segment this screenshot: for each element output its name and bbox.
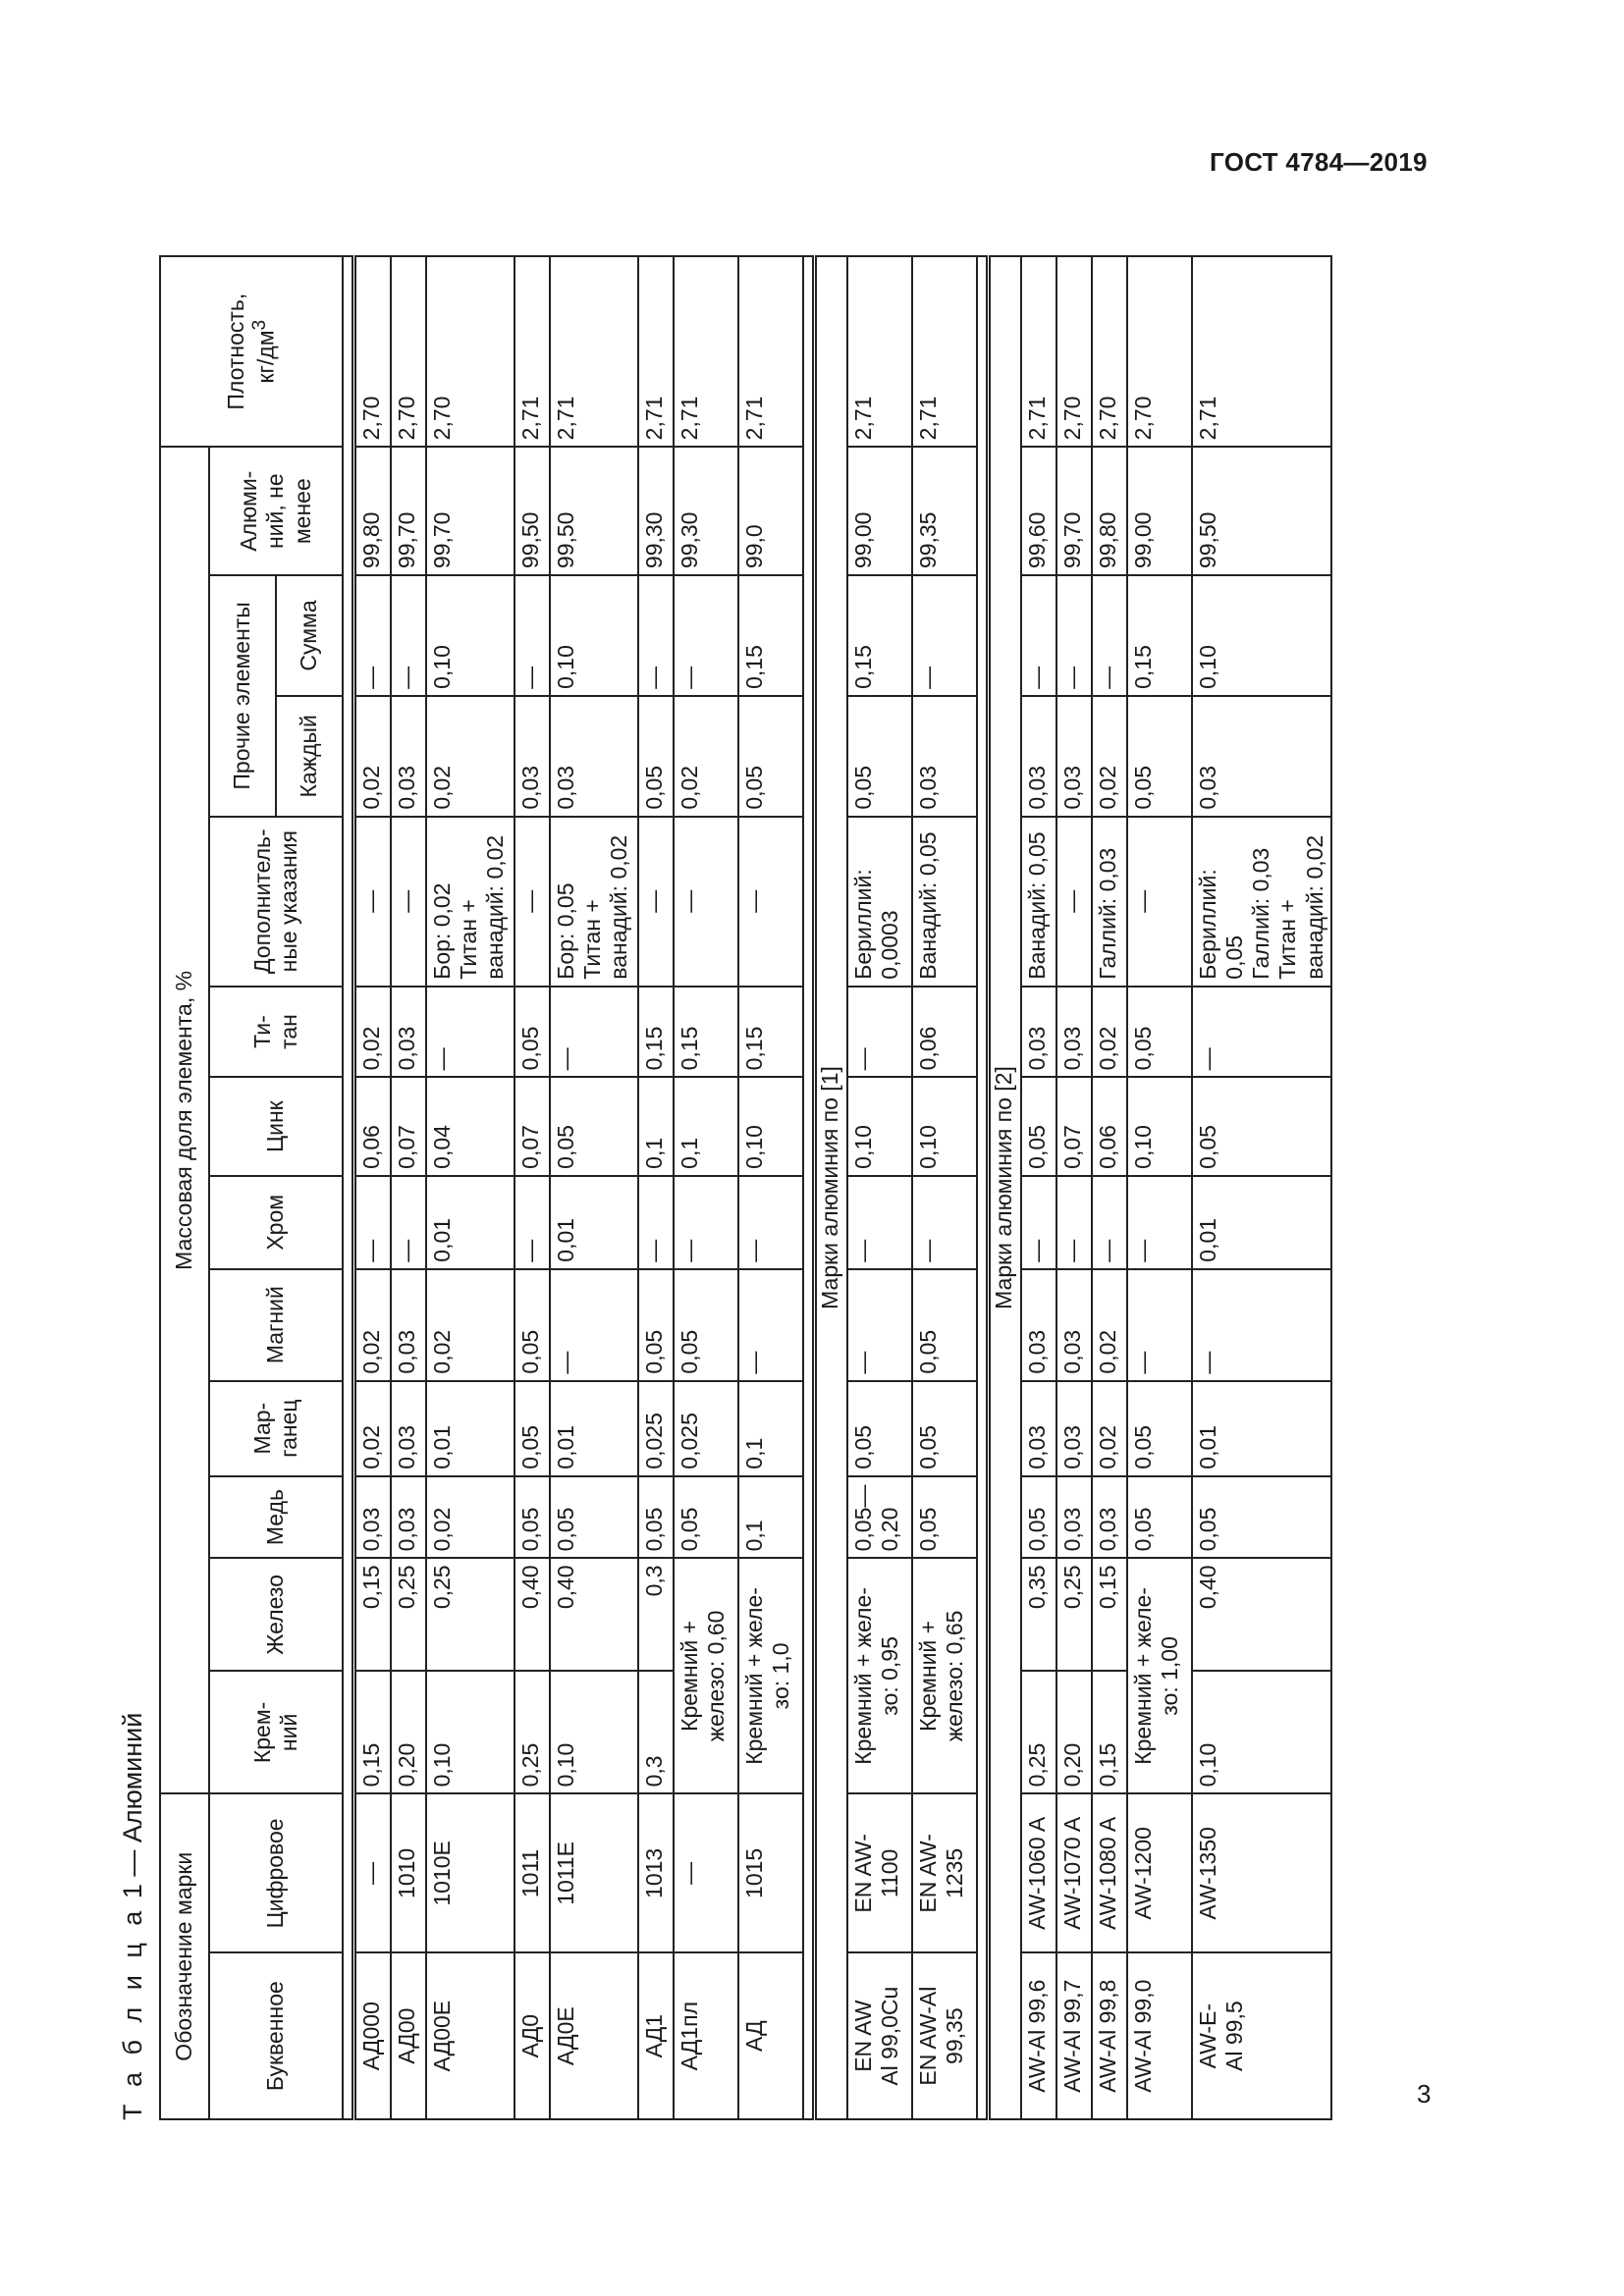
digital-grade-cell: AW-1070 A: [1056, 1793, 1092, 1952]
table-row: [550, 256, 638, 2119]
header-double-rule: [343, 256, 354, 2119]
other-sum-cell: —: [1056, 575, 1092, 696]
letter-grade-cell: АД00: [391, 1952, 426, 2119]
aluminium-cell: 99,0: [738, 447, 803, 575]
section-double-rule: [803, 256, 815, 2119]
silicon-iron-cell: Кремний + желе- зо: 0,95: [847, 1558, 912, 1793]
magnesium-cell: 0,05: [912, 1269, 977, 1381]
density-header-label: Плотность,: [223, 293, 249, 410]
manganese-cell: 0,02: [354, 1381, 392, 1476]
iron-cell: 0,25: [426, 1558, 514, 1671]
iron-cell: 0,25: [1056, 1558, 1092, 1671]
copper-cell: 0,03: [1092, 1476, 1127, 1559]
additional-cell: —: [391, 817, 426, 987]
density-cell: 2,71: [847, 256, 912, 447]
table-row: [1092, 256, 1127, 2119]
chromium-cell: —: [1127, 1176, 1192, 1269]
rotated-table-block: [108, 255, 1375, 2120]
digital-grade-cell: —: [354, 1793, 392, 1952]
silicon-cell: 0,20: [391, 1671, 426, 1793]
manganese-cell: 0,05: [847, 1381, 912, 1476]
table-row: [391, 256, 426, 2119]
zinc-cell: 0,06: [354, 1077, 392, 1175]
other-sum-cell: —: [1092, 575, 1127, 696]
each-header: Каждый: [276, 696, 343, 817]
zinc-cell: 0,06: [1092, 1077, 1127, 1175]
letter-grade-cell: EN AW-Al 99,35: [912, 1952, 977, 2119]
copper-cell: 0,03: [391, 1476, 426, 1559]
magnesium-cell: 0,02: [426, 1269, 514, 1381]
letter-grade-cell: AW-E- Al 99,5: [1192, 1952, 1331, 2119]
letter-grade-cell: АД0Е: [550, 1952, 638, 2119]
silicon-cell: 0,10: [426, 1671, 514, 1793]
titanium-cell: 0,03: [1021, 987, 1056, 1078]
table-row: [674, 256, 738, 2119]
manganese-cell: 0,03: [391, 1381, 426, 1476]
magnesium-cell: 0,05: [514, 1269, 550, 1381]
digital-grade-cell: 1010Е: [426, 1793, 514, 1952]
aluminium-cell: 99,70: [1056, 447, 1092, 575]
zinc-cell: 0,05: [550, 1077, 638, 1175]
copper-cell: 0,05: [912, 1476, 977, 1559]
magnesium-cell: —: [1127, 1269, 1192, 1381]
iron-cell: 0,25: [391, 1558, 426, 1671]
aluminium-cell: 99,70: [391, 447, 426, 575]
zinc-cell: 0,10: [738, 1077, 803, 1175]
letter-grade-cell: AW-Al 99,0: [1127, 1952, 1192, 2119]
other-each-cell: 0,02: [674, 696, 738, 817]
aluminium-cell: 99,35: [912, 447, 977, 575]
titanium-cell: 0,15: [674, 987, 738, 1078]
other-each-cell: 0,03: [912, 696, 977, 817]
iron-cell: 0,3: [638, 1558, 674, 1671]
magnesium-cell: —: [738, 1269, 803, 1381]
copper-cell: 0,05— 0,20: [847, 1476, 912, 1559]
other-each-cell: 0,03: [1056, 696, 1092, 817]
magnesium-cell: 0,05: [674, 1269, 738, 1381]
magnesium-cell: 0,02: [1092, 1269, 1127, 1381]
digital-grade-cell: AW-1200: [1127, 1793, 1192, 1952]
other-each-cell: 0,02: [354, 696, 392, 817]
other-sum-cell: 0,15: [1127, 575, 1192, 696]
titanium-cell: 0,15: [638, 987, 674, 1078]
density-cell: 2,70: [426, 256, 514, 447]
copper-cell: 0,05: [638, 1476, 674, 1559]
silicon-cell: 0,15: [1092, 1671, 1127, 1793]
other-each-cell: 0,03: [391, 696, 426, 817]
titanium-cell: 0,02: [354, 987, 392, 1078]
density-cell: 2,70: [1127, 256, 1192, 447]
magnesium-cell: —: [1192, 1269, 1331, 1381]
digital-grade-cell: 1015: [738, 1793, 803, 1952]
other-sum-cell: 0,15: [847, 575, 912, 696]
magnesium-cell: 0,02: [354, 1269, 392, 1381]
other-each-cell: 0,05: [1127, 696, 1192, 817]
silicon-cell: 0,10: [550, 1671, 638, 1793]
density-cell: 2,71: [514, 256, 550, 447]
silicon-cell: 0,10: [1192, 1671, 1331, 1793]
copper-header: Медь: [209, 1476, 343, 1559]
aluminium-cell: 99,00: [847, 447, 912, 575]
additional-cell: —: [354, 817, 392, 987]
chromium-cell: —: [912, 1176, 977, 1269]
manganese-cell: 0,05: [1127, 1381, 1192, 1476]
manganese-cell: 0,01: [426, 1381, 514, 1476]
table-caption-label: Т а б л и ц а: [118, 1905, 147, 2120]
table-row: [1056, 256, 1092, 2119]
density-cell: 2,70: [354, 256, 392, 447]
digital-grade-cell: AW-1060 A: [1021, 1793, 1056, 1952]
silicon-cell: 0,15: [354, 1671, 392, 1793]
silicon-iron-cell: Кремний + желе- зо: 1,0: [738, 1558, 803, 1793]
zinc-cell: 0,1: [638, 1077, 674, 1175]
titanium-cell: 0,05: [514, 987, 550, 1078]
titanium-cell: 0,15: [738, 987, 803, 1078]
titanium-cell: —: [550, 987, 638, 1078]
titanium-cell: 0,03: [391, 987, 426, 1078]
aluminium-cell: 99,70: [426, 447, 514, 575]
manganese-cell: 0,025: [638, 1381, 674, 1476]
other-each-cell: 0,05: [638, 696, 674, 817]
additional-cell: —: [738, 817, 803, 987]
additional-cell: Бор: 0,05 Титан + ванадий: 0,02: [550, 817, 638, 987]
other-each-cell: 0,02: [426, 696, 514, 817]
other-each-cell: 0,05: [738, 696, 803, 817]
other-sum-cell: —: [1021, 575, 1056, 696]
aluminium-cell: 99,00: [1127, 447, 1192, 575]
digital-grade-cell: 1011: [514, 1793, 550, 1952]
titanium-cell: 0,05: [1127, 987, 1192, 1078]
section-double-rule-cell: [803, 256, 815, 2119]
manganese-cell: 0,025: [674, 1381, 738, 1476]
digital-header: Цифровое: [209, 1793, 343, 1952]
additional-cell: Бериллий: 0,05 Галлий: 0,03 Титан + ванадий: 0,02: [1192, 817, 1331, 987]
table-caption: [108, 1713, 157, 2120]
other-sum-cell: 0,15: [738, 575, 803, 696]
composition-table: [159, 255, 1332, 2120]
other-sum-cell: —: [354, 575, 392, 696]
section-heading: Марки алюминия по [1]: [815, 256, 848, 2119]
density-cell: 2,71: [1021, 256, 1056, 447]
letter-grade-cell: AW-Al 99,8: [1092, 1952, 1127, 2119]
digital-grade-cell: EN AW- 1100: [847, 1793, 912, 1952]
aluminium-cell: 99,30: [674, 447, 738, 575]
magnesium-cell: —: [847, 1269, 912, 1381]
zinc-cell: 0,04: [426, 1077, 514, 1175]
magnesium-cell: 0,03: [1056, 1269, 1092, 1381]
magnesium-header: Магний: [209, 1269, 343, 1381]
table-row: [912, 256, 977, 2119]
table-row: [1127, 256, 1192, 2119]
titanium-cell: 0,03: [1056, 987, 1092, 1078]
additional-cell: —: [638, 817, 674, 987]
chromium-cell: —: [847, 1176, 912, 1269]
aluminium-cell: 99,30: [638, 447, 674, 575]
manganese-cell: 0,02: [1092, 1381, 1127, 1476]
aluminium-cell: 99,80: [354, 447, 392, 575]
other-sum-cell: —: [638, 575, 674, 696]
zinc-cell: 0,07: [514, 1077, 550, 1175]
aluminium-cell: 99,60: [1021, 447, 1056, 575]
section-double-rule: [977, 256, 989, 2119]
table-row: [514, 256, 550, 2119]
additional-cell: Галлий: 0,03: [1092, 817, 1127, 987]
aluminium-header: Алюми- ний, не менее: [209, 447, 343, 575]
silicon-header: Крем- ний: [209, 1671, 343, 1793]
other-elements-header: Прочие элементы: [209, 575, 276, 817]
letter-header: Буквенное: [209, 1952, 343, 2119]
table-row: [638, 256, 674, 2119]
section-double-rule-cell: [977, 256, 989, 2119]
table-row: [847, 256, 912, 2119]
standard-code: ГОСТ 4784—2019: [1210, 147, 1428, 177]
other-sum-cell: —: [674, 575, 738, 696]
iron-cell: 0,15: [354, 1558, 392, 1671]
zinc-cell: 0,10: [912, 1077, 977, 1175]
other-sum-cell: —: [391, 575, 426, 696]
page-number: 3: [1417, 2079, 1432, 2109]
table-row: [738, 256, 803, 2119]
magnesium-cell: 0,03: [391, 1269, 426, 1381]
additional-header: Дополнитель- ные указания: [209, 817, 343, 987]
copper-cell: 0,05: [1021, 1476, 1056, 1559]
zinc-cell: 0,1: [674, 1077, 738, 1175]
table-body: [354, 256, 1331, 2119]
digital-grade-cell: 1011Е: [550, 1793, 638, 1952]
chromium-cell: —: [391, 1176, 426, 1269]
titanium-header: Ти- тан: [209, 987, 343, 1078]
copper-cell: 0,03: [1056, 1476, 1092, 1559]
mass-fraction-group-header: Массовая доля элемента, %: [160, 447, 209, 1793]
silicon-cell: 0,3: [638, 1671, 674, 1793]
designation-group-header: Обозначение марки: [160, 1793, 209, 2119]
titanium-cell: 0,02: [1092, 987, 1127, 1078]
titanium-cell: —: [1192, 987, 1331, 1078]
iron-cell: 0,35: [1021, 1558, 1056, 1671]
additional-cell: —: [674, 817, 738, 987]
density-cell: 2,71: [1192, 256, 1331, 447]
letter-grade-cell: АД1: [638, 1952, 674, 2119]
aluminium-cell: 99,50: [1192, 447, 1331, 575]
copper-cell: 0,05: [1192, 1476, 1331, 1559]
other-each-cell: 0,03: [1021, 696, 1056, 817]
manganese-cell: 0,05: [514, 1381, 550, 1476]
chromium-cell: 0,01: [550, 1176, 638, 1269]
section-heading-row: [815, 256, 848, 2119]
iron-header: Железо: [209, 1558, 343, 1671]
iron-cell: 0,15: [1092, 1558, 1127, 1671]
density-cell: 2,71: [638, 256, 674, 447]
density-cell: 2,70: [391, 256, 426, 447]
other-each-cell: 0,03: [514, 696, 550, 817]
aluminium-cell: 99,50: [514, 447, 550, 575]
table-head: [160, 256, 354, 2119]
magnesium-cell: —: [550, 1269, 638, 1381]
table-row: [1192, 256, 1331, 2119]
silicon-iron-cell: Кремний + железо: 0,60: [674, 1558, 738, 1793]
copper-cell: 0,03: [354, 1476, 392, 1559]
letter-grade-cell: АД1пл: [674, 1952, 738, 2119]
digital-grade-cell: AW-1350: [1192, 1793, 1331, 1952]
titanium-cell: 0,06: [912, 987, 977, 1078]
other-each-cell: 0,03: [550, 696, 638, 817]
titanium-cell: —: [426, 987, 514, 1078]
chromium-cell: —: [1021, 1176, 1056, 1269]
silicon-iron-cell: Кремний + железо: 0,65: [912, 1558, 977, 1793]
digital-grade-cell: 1013: [638, 1793, 674, 1952]
density-header-sup: 3: [249, 319, 271, 331]
letter-grade-cell: EN AW Al 99,0Cu: [847, 1952, 912, 2119]
other-each-cell: 0,03: [1192, 696, 1331, 817]
section-heading-row: [989, 256, 1022, 2119]
chromium-cell: —: [638, 1176, 674, 1269]
sum-header: Сумма: [276, 575, 343, 696]
zinc-cell: 0,10: [1127, 1077, 1192, 1175]
additional-cell: —: [1056, 817, 1092, 987]
other-sum-cell: 0,10: [550, 575, 638, 696]
other-sum-cell: 0,10: [1192, 575, 1331, 696]
silicon-cell: 0,25: [1021, 1671, 1056, 1793]
manganese-cell: 0,03: [1021, 1381, 1056, 1476]
chromium-cell: —: [738, 1176, 803, 1269]
chromium-cell: —: [674, 1176, 738, 1269]
additional-cell: Бор: 0,02 Титан + ванадий: 0,02: [426, 817, 514, 987]
chromium-cell: —: [1092, 1176, 1127, 1269]
magnesium-cell: 0,05: [638, 1269, 674, 1381]
copper-cell: 0,1: [738, 1476, 803, 1559]
iron-cell: 0,40: [514, 1558, 550, 1671]
chromium-cell: 0,01: [1192, 1176, 1331, 1269]
copper-cell: 0,05: [1127, 1476, 1192, 1559]
density-cell: 2,71: [912, 256, 977, 447]
aluminium-cell: 99,50: [550, 447, 638, 575]
other-each-cell: 0,02: [1092, 696, 1127, 817]
other-sum-cell: 0,10: [426, 575, 514, 696]
chromium-cell: —: [514, 1176, 550, 1269]
additional-cell: —: [1127, 817, 1192, 987]
copper-cell: 0,02: [426, 1476, 514, 1559]
additional-cell: —: [514, 817, 550, 987]
chromium-cell: —: [354, 1176, 392, 1269]
table-row: [426, 256, 514, 2119]
aluminium-cell: 99,80: [1092, 447, 1127, 575]
digital-grade-cell: —: [674, 1793, 738, 1952]
additional-cell: Ванадий: 0,05: [1021, 817, 1056, 987]
section-heading: Марки алюминия по [2]: [989, 256, 1022, 2119]
other-sum-cell: —: [514, 575, 550, 696]
density-cell: 2,70: [1092, 256, 1127, 447]
chromium-header: Хром: [209, 1176, 343, 1269]
manganese-cell: 0,03: [1056, 1381, 1092, 1476]
titanium-cell: —: [847, 987, 912, 1078]
manganese-cell: 0,1: [738, 1381, 803, 1476]
manganese-cell: 0,01: [550, 1381, 638, 1476]
letter-grade-cell: АД000: [354, 1952, 392, 2119]
zinc-header: Цинк: [209, 1077, 343, 1175]
silicon-iron-cell: Кремний + желе- зо: 1,00: [1127, 1558, 1192, 1793]
zinc-cell: 0,07: [391, 1077, 426, 1175]
zinc-cell: 0,05: [1192, 1077, 1331, 1175]
digital-grade-cell: 1010: [391, 1793, 426, 1952]
chromium-cell: —: [1056, 1176, 1092, 1269]
density-cell: 2,71: [738, 256, 803, 447]
manganese-cell: 0,05: [912, 1381, 977, 1476]
digital-grade-cell: EN AW- 1235: [912, 1793, 977, 1952]
manganese-cell: 0,01: [1192, 1381, 1331, 1476]
other-sum-cell: —: [912, 575, 977, 696]
density-header: [160, 256, 343, 447]
zinc-cell: 0,05: [1021, 1077, 1056, 1175]
zinc-cell: 0,10: [847, 1077, 912, 1175]
letter-grade-cell: АД00Е: [426, 1952, 514, 2119]
copper-cell: 0,05: [514, 1476, 550, 1559]
iron-cell: 0,40: [550, 1558, 638, 1671]
magnesium-cell: 0,03: [1021, 1269, 1056, 1381]
density-cell: 2,71: [674, 256, 738, 447]
copper-cell: 0,05: [550, 1476, 638, 1559]
iron-cell: 0,40: [1192, 1558, 1331, 1671]
table-caption-number: 1: [118, 1884, 147, 1899]
density-header-unit: кг/дм: [252, 330, 279, 384]
letter-grade-cell: АД: [738, 1952, 803, 2119]
digital-grade-cell: AW-1080 A: [1092, 1793, 1127, 1952]
letter-grade-cell: АД0: [514, 1952, 550, 2119]
additional-cell: Бериллий: 0,0003: [847, 817, 912, 987]
table-row: [1021, 256, 1056, 2119]
table-row: [354, 256, 392, 2119]
letter-grade-cell: AW-Al 99,6: [1021, 1952, 1056, 2119]
silicon-cell: 0,20: [1056, 1671, 1092, 1793]
manganese-header: Мар- ганец: [209, 1381, 343, 1476]
table-caption-title: Алюминий: [118, 1712, 147, 1843]
density-cell: 2,71: [550, 256, 638, 447]
chromium-cell: 0,01: [426, 1176, 514, 1269]
density-cell: 2,70: [1056, 256, 1092, 447]
letter-grade-cell: AW-Al 99,7: [1056, 1952, 1092, 2119]
additional-cell: Ванадий: 0,05: [912, 817, 977, 987]
other-each-cell: 0,05: [847, 696, 912, 817]
copper-cell: 0,05: [674, 1476, 738, 1559]
zinc-cell: 0,07: [1056, 1077, 1092, 1175]
silicon-cell: 0,25: [514, 1671, 550, 1793]
table-caption-dash: —: [118, 1842, 147, 1885]
